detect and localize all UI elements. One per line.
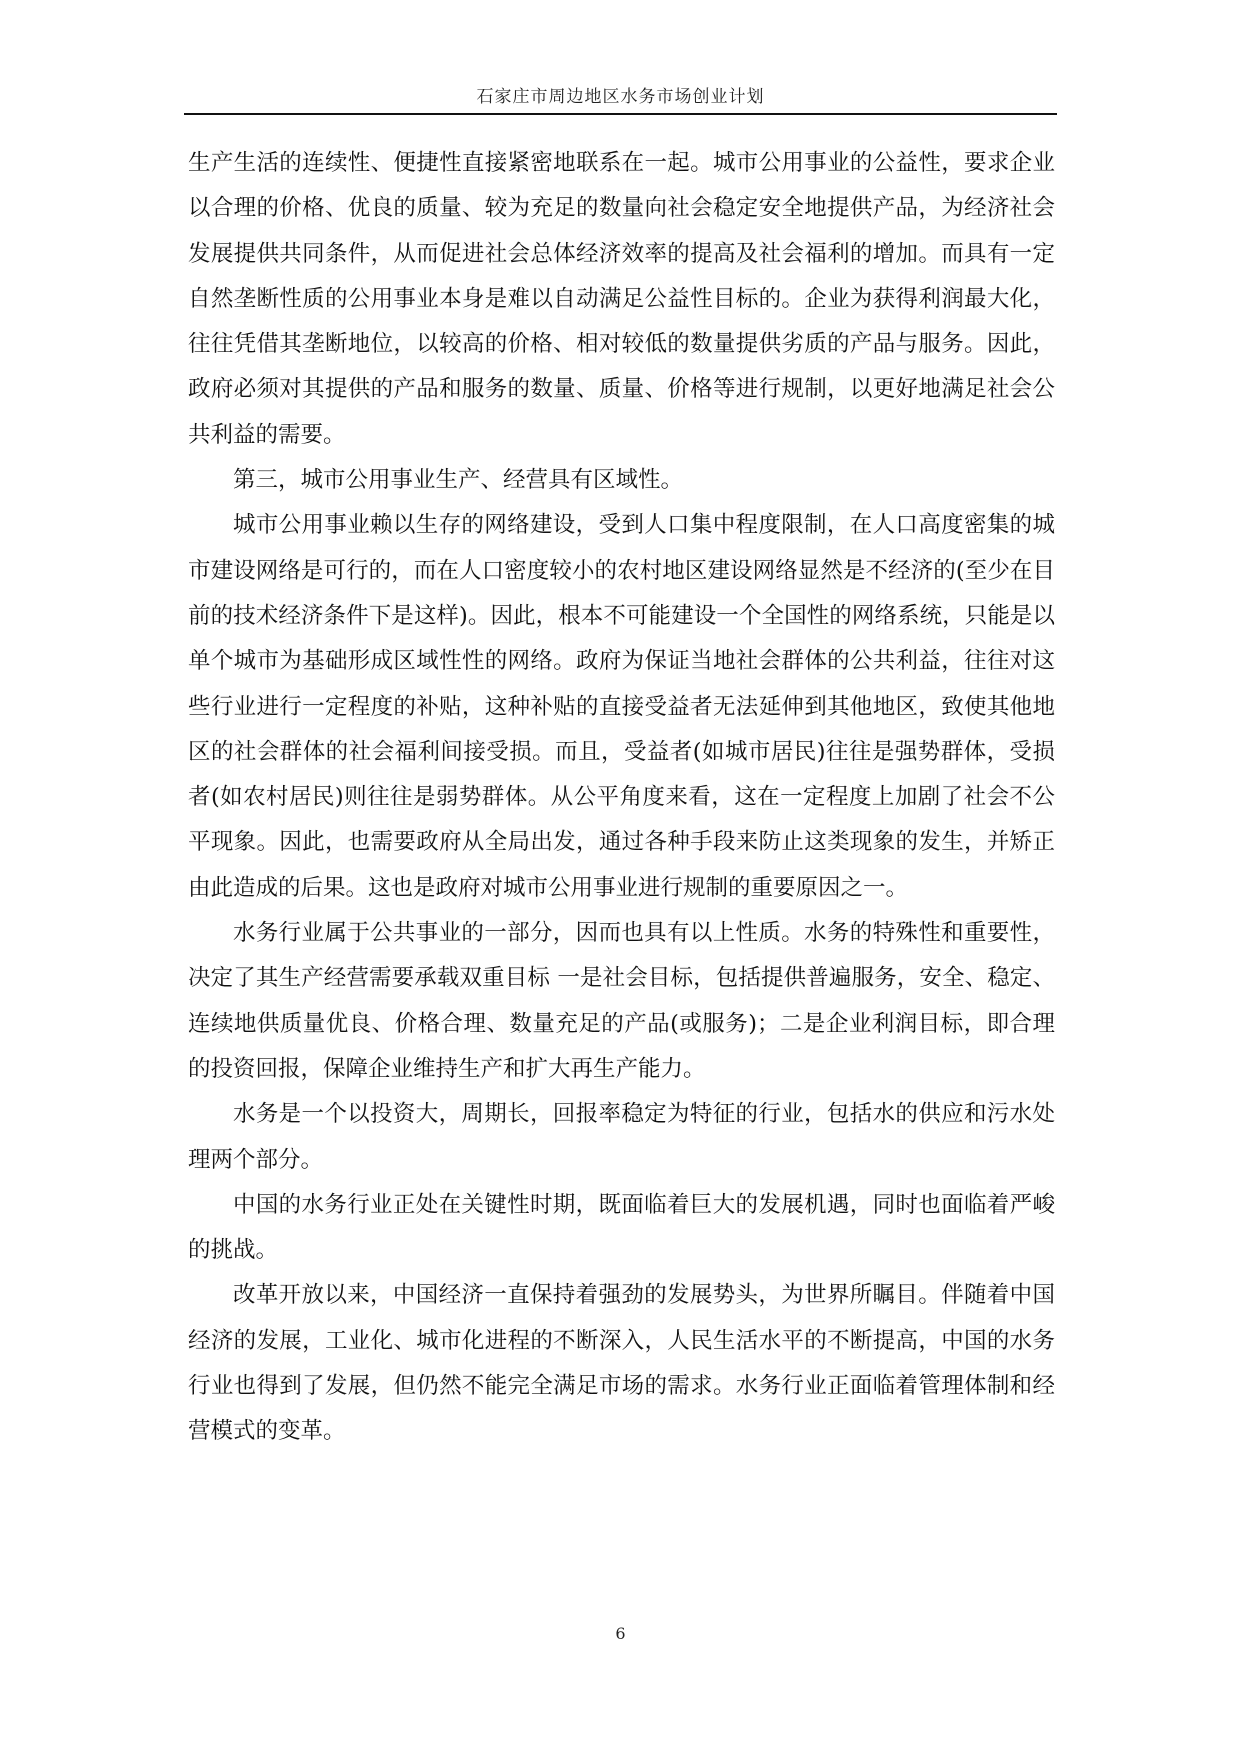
paragraph-5: 水务是一个以投资大，周期长，回报率稳定为特征的行业，包括水的供应和污水处理两个部分。 (188, 1101, 1055, 1173)
header-rule (184, 113, 1057, 115)
running-header: 石家庄市周边地区水务市场创业计划 (476, 87, 765, 107)
page-number: 6 (615, 1624, 626, 1643)
paragraph-1: 生产生活的连续性、便捷性直接紧密地联系在一起。城市公用事业的公益性，要求企业以合理的价格、优良的质量、较为充足的数量向社会稳定安全地提供产品，为经济社会发展提供共同条件，从而促进社会总体经济效率的提高及社会福利的增加。而具有一定自然垄断性质的公用事业本身是难以自动满足公益性目标的。企业为获得利润最大化，往往凭借其垄断地位，以较高的价格、相对较低的数量提供劣质的产品与服务。因此，政府必须对其提供的产品和服务的数量、质量、价格等进行规制，以更好地满足社会公共利益的需要。 (188, 150, 1055, 448)
paragraph-6: 中国的水务行业正处在关键性时期，既面临着巨大的发展机遇，同时也面临着严峻的挑战。 (188, 1191, 1055, 1264)
paragraph-4: 水务行业属于公共事业的一部分，因而也具有以上性质。水务的特殊性和重要性，决定了其生产经营需要承载双重目标 一是社会目标，包括提供普遍服务，安全、稳定、连续地供质量优良、价格合理、数量充足的产品(或服务)；二是企业利润目标，即合理的投资回报，保障企业维持生产和扩大再生产能力。 (188, 920, 1055, 1082)
paragraph-7: 改革开放以来，中国经济一直保持着强劲的发展势头，为世界所瞩目。伴随着中国经济的发展，工业化、城市化进程的不断深入，人民生活水平的不断提高，中国的水务行业也得到了发展，但仍然不能完全满足市场的需求。水务行业正面临着管理体制和经营模式的变革。 (188, 1282, 1055, 1445)
body-text (188, 141, 1055, 1455)
paragraph-2: 第三，城市公用事业生产、经营具有区域性。 (233, 467, 684, 494)
paragraph-3: 城市公用事业赖以生存的网络建设，受到人口集中程度限制，在人口高度密集的城市建设网络是可行的，而在人口密度较小的农村地区建设网络显然是不经济的(至少在目前的技术经济条件下是这样)。因此，根本不可能建设一个全国性的网络系统，只能是以单个城市为基础形成区域性性的网络。政府为保证当地社会群体的公共利益，往往对这些行业进行一定程度的补贴，这种补贴的直接受益者无法延伸到其他地区，致使其他地区的社会群体的社会福利间接受损。而且，受益者(如城市居民)往往是强势群体，受损者(如农村居民)则往往是弱势群体。从公平角度来看，这在一定程度上加剧了社会不公平现象。因此，也需要政府从全局出发，通过各种手段来防止这类现象的发生，并矫正由此造成的后果。这也是政府对城市公用事业进行规制的重要原因之一。 (188, 512, 1055, 901)
